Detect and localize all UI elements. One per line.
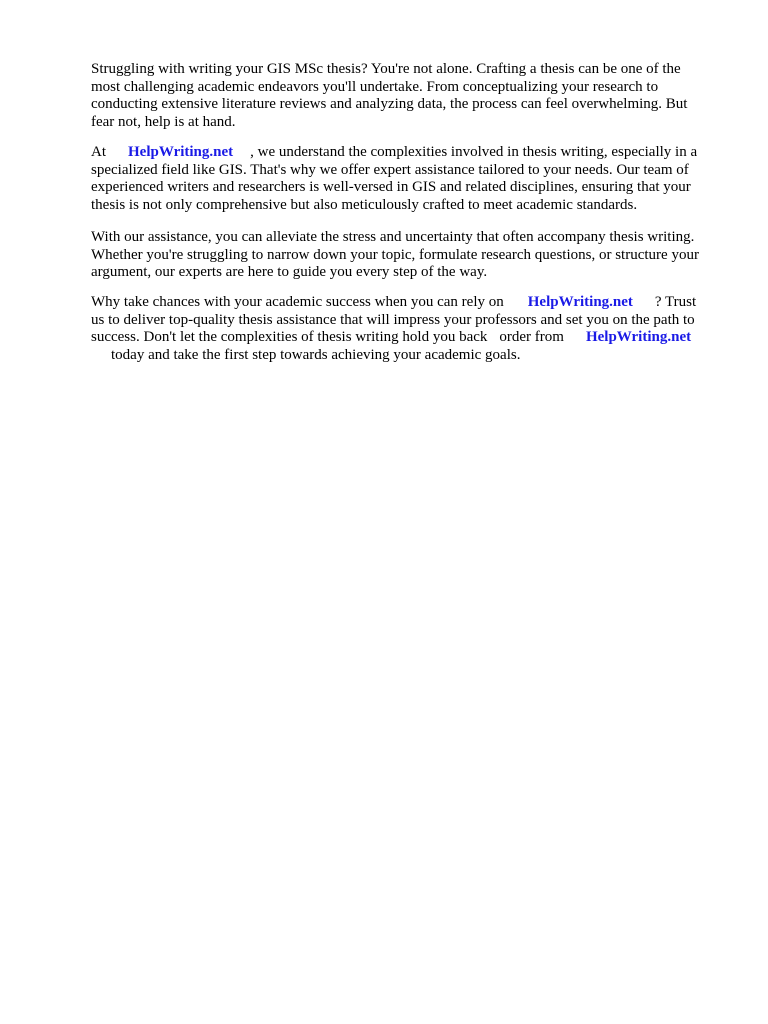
paragraph-line: thesis is not only comprehensive but also meticulously crafted to meet academic standards. bbox=[91, 196, 638, 213]
paragraph-intro bbox=[91, 61, 731, 131]
paragraph-text: Why take chances with your academic success when you can rely on bbox=[91, 294, 504, 310]
paragraph-line: conducting extensive literature reviews and analyzing data, the process can feel overwhelming. But bbox=[91, 96, 688, 112]
paragraph-text: success. Don't let the complexities of thesis writing hold you back bbox=[91, 329, 488, 345]
paragraph-line: Struggling with writing your GIS MSc thesis? You're not alone. Crafting a thesis can be one of the bbox=[91, 61, 681, 77]
paragraph-text: today and take the first step towards achieving your academic goals. bbox=[111, 346, 521, 363]
paragraph-line: Whether you're struggling to narrow down your topic, formulate research questions, or structure your bbox=[91, 246, 699, 263]
paragraph-line: With our assistance, you can alleviate the stress and uncertainty that often accompany thesis writing. bbox=[91, 229, 695, 245]
paragraph-line: argument, our experts are here to guide you every step of the way. bbox=[91, 264, 488, 280]
paragraph-text: , we understand the complexities involved in thesis writing, especially in a bbox=[250, 144, 698, 160]
helpwriting-link[interactable]: HelpWriting.net bbox=[128, 144, 234, 160]
paragraph-line: most challenging academic endeavors you'll undertake. From conceptualizing your research to bbox=[91, 78, 659, 95]
paragraph-text: At bbox=[91, 144, 106, 160]
paragraph-line bbox=[91, 294, 731, 312]
paragraph-text: order from bbox=[499, 329, 564, 345]
paragraph-line: experienced writers and researchers is well-versed in GIS and related disciplines, ensuring that your bbox=[91, 179, 691, 195]
paragraph-text: ? Trust bbox=[654, 294, 697, 310]
paragraph-call-to-action bbox=[91, 294, 731, 364]
paragraph-line: us to deliver top-quality thesis assistance that will impress your professors and set you on the path to bbox=[91, 311, 695, 328]
paragraph-line bbox=[91, 144, 731, 162]
paragraph-about bbox=[91, 144, 731, 214]
helpwriting-link[interactable]: HelpWriting.net bbox=[585, 329, 692, 345]
helpwriting-link[interactable]: HelpWriting.net bbox=[527, 294, 633, 310]
paragraph-line bbox=[91, 347, 731, 365]
paragraph-line: fear not, help is at hand. bbox=[91, 113, 236, 130]
paragraph-line: specialized field like GIS. That's why we offer expert assistance tailored to your needs. Our team of bbox=[91, 161, 689, 178]
paragraph-line bbox=[91, 329, 731, 347]
paragraph-assistance bbox=[91, 229, 731, 282]
